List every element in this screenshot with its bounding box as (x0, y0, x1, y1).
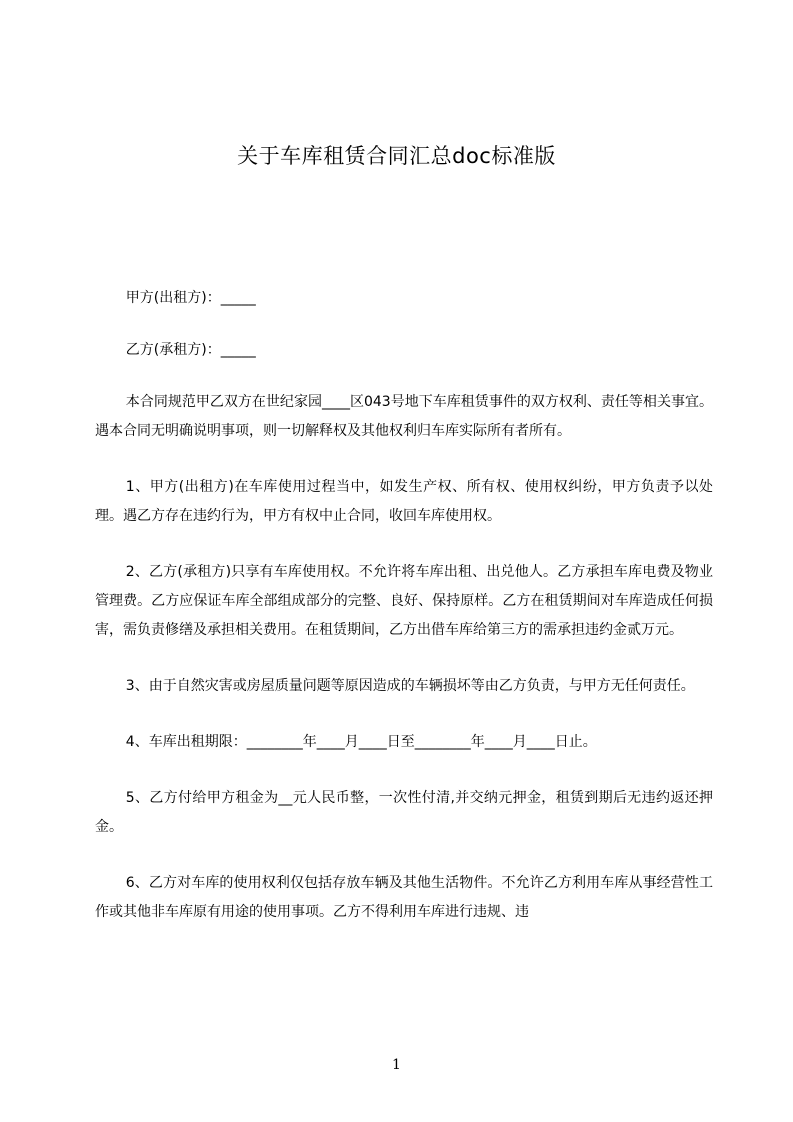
clause-6: 6、乙方对车库的使用权利仅包括存放车辆及其他生活物件。不允许乙方利用车库从事经营性工作或其他非车库原有用途的使用事项。乙方不得利用车库进行违规、违 (95, 875, 713, 920)
document-title: 关于车库租赁合同汇总doc标准版 (237, 144, 556, 168)
clause-1: 1、甲方(出租方)在车库使用过程当中，如发生产权、所有权、使用权纠纷，甲方负责予以处理。遇乙方存在违约行为，甲方有权中止合同，收回车库使用权。 (95, 479, 713, 524)
clause-4: 4、车库出租期限：________年____月____日至________年____月____日止。 (125, 734, 597, 750)
party-a-line: 甲方(出租方)：_____ (125, 290, 256, 306)
clause-3: 3、由于自然灾害或房屋质量问题等原因造成的车辆损坏等由乙方负责，与甲方无任何责任。 (125, 678, 695, 694)
clause-2: 2、乙方(承租方)只享有车库使用权。不允许将车库出租、出兑他人。乙方承担车库电费及物业管理费。乙方应保证车库全部组成部分的完整、良好、保持原样。乙方在租赁期间对车库造成任何损害，需负责修缮及承担相关费用。在租赁期间，乙方出借车库给第三方的需承担违约金贰万元。 (95, 564, 713, 638)
party-b-line: 乙方(承租方)：_____ (125, 342, 256, 358)
intro-paragraph: 本合同规范甲乙双方在世纪家园____区043号地下车库租赁事件的双方权利、责任等相关事宜。遇本合同无明确说明事项，则一切解释权及其他权利归车库实际所有者所有。 (95, 394, 713, 439)
document-body (95, 284, 713, 954)
clause-5: 5、乙方付给甲方租金为__元人民币整，一次性付清,并交纳元押金，租赁到期后无违约返还押金。 (95, 790, 713, 835)
page-number: 1 (392, 1057, 401, 1073)
